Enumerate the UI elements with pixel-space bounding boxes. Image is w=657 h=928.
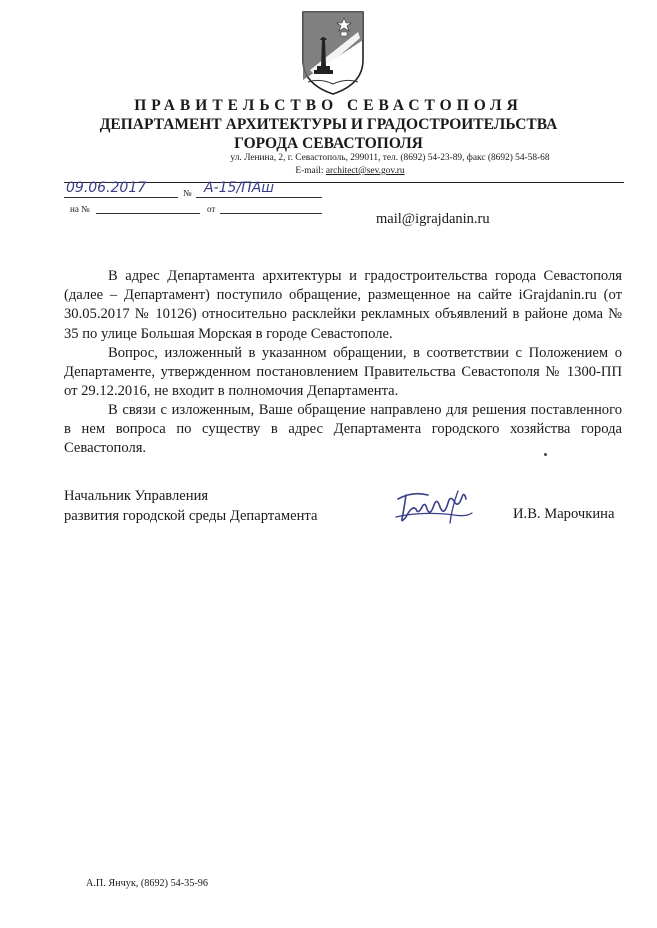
org-address: ул. Ленина, 2, г. Севастополь, 299011, тел. (8692) 54-23-89, факс (8692) 54-58-68: [230, 153, 550, 163]
signatory-title-line2: развития городской среды Департамента: [64, 508, 318, 524]
scan-speck: [544, 453, 547, 456]
reference-number-line: [96, 213, 200, 214]
date-handwritten: 09.06.2017: [66, 180, 147, 196]
reference-number-label: на №: [70, 204, 90, 214]
paragraph-3: В связи с изложенным, Ваше обращение направлено для решения поставленного в нем вопроса по существу в адрес Департамента городского хозяйства города Севастополя.: [64, 402, 622, 457]
number-label: №: [183, 188, 192, 198]
number-handwritten: А-15/ПАш: [204, 180, 275, 196]
org-title-government: ПРАВИТЕЛЬСТВО СЕВАСТОПОЛЯ: [134, 97, 523, 114]
header-divider: [64, 182, 624, 183]
date-line: [64, 197, 178, 198]
handwritten-signature-icon: [392, 487, 478, 527]
org-email: [0, 166, 657, 176]
recipient-email: mail@igrajdanin.ru: [376, 211, 490, 227]
number-line: [196, 197, 322, 198]
coat-of-arms-icon: [300, 10, 366, 96]
email-value: architect@sev.gov.ru: [325, 166, 405, 176]
org-title-city: ГОРОДА СЕВАСТОПОЛЯ: [234, 135, 423, 152]
executor-footer: А.П. Янчук, (8692) 54-35-96: [86, 878, 208, 889]
paragraph-2: Вопрос, изложенный в указанном обращении, в соответствии с Положением о Департаменте, утвержденном постановлением Правительства Севастополя № 1300-ПП от 29.12.2016, не входит в полномочия Департамента.: [64, 345, 622, 400]
reference-date-label: от: [207, 204, 216, 214]
signatory-title-line1: Начальник Управления: [64, 488, 209, 504]
org-title-department: ДЕПАРТАМЕНТ АРХИТЕКТУРЫ И ГРАДОСТРОИТЕЛЬСТВА: [99, 116, 558, 133]
reference-date-line: [220, 213, 322, 214]
signatory-name: И.В. Марочкина: [513, 506, 615, 522]
paragraph-1: В адрес Департамента архитектуры и градостроительства города Севастополя (далее – Департамент) поступило обращение, размещенное на сайте iGrajdanin.ru (от 30.05.2017 № 10126) относительно расклейки рекламных объявлений в районе дома № 35 по улице Большая Морская в городе Севастополе.: [64, 268, 622, 342]
email-label: E-mail:: [295, 166, 324, 176]
